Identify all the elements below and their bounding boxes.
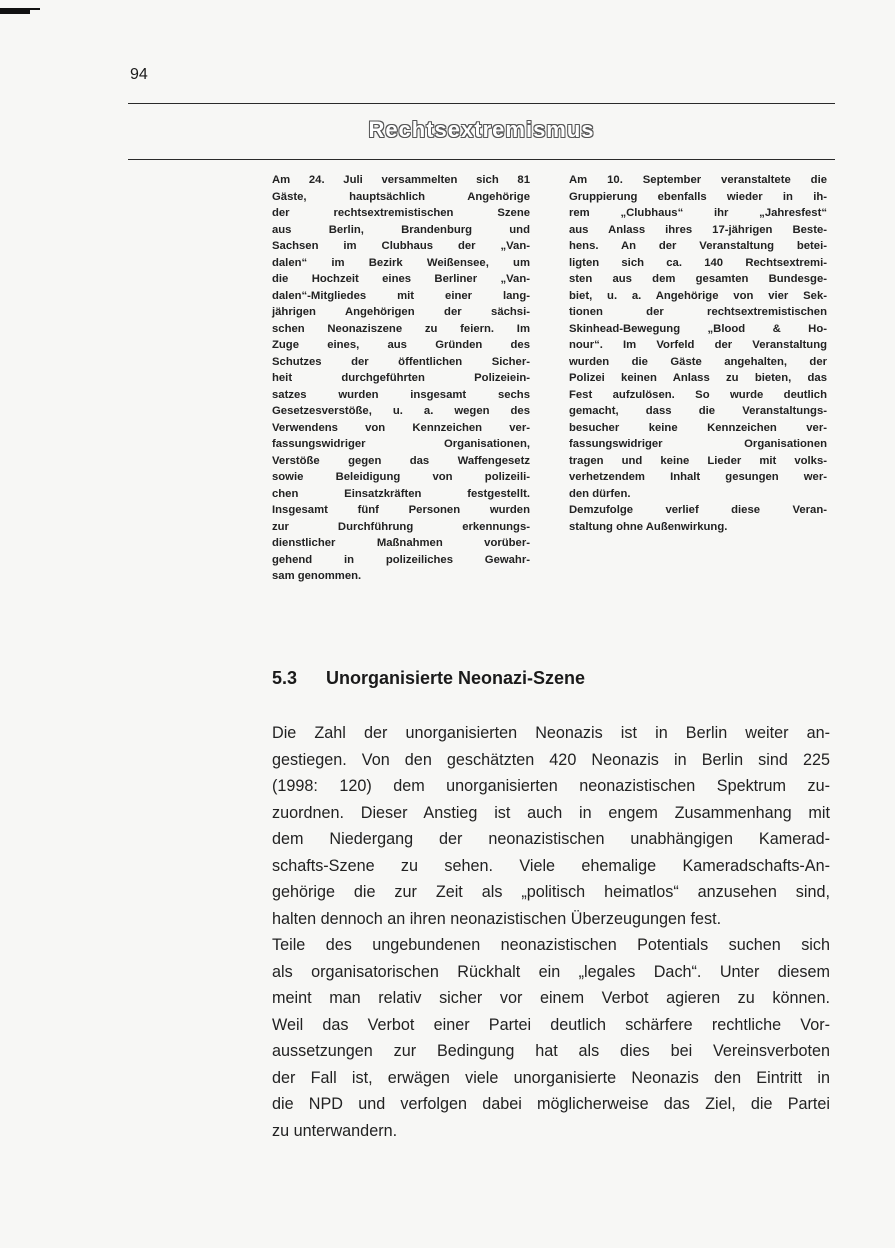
left-column-paragraph — [272, 172, 530, 585]
body-line: zuordnen. Dieser Anstieg ist auch in engem Zusammenhang mit — [272, 803, 830, 822]
text-line: Am 10. September veranstaltete die — [569, 174, 827, 186]
left-column — [272, 172, 530, 585]
body-line: schafts-Szene zu sehen. Viele ehemalige Kameradschafts-An- — [272, 856, 830, 875]
right-column — [569, 172, 827, 535]
body-line: Die Zahl der unorganisierten Neonazis ist in Berlin weiter an- — [272, 724, 830, 742]
text-line: verhetzendem Inhalt gesungen wer- — [569, 471, 827, 483]
text-line: Insgesamt fünf Personen wurden — [272, 504, 530, 516]
text-line: Gesetzesverstöße, u. a. wegen des — [272, 405, 530, 417]
text-line: Demzufolge verlief diese Veran- — [569, 504, 827, 516]
text-line: Am 24. Juli versammelten sich 81 — [272, 174, 530, 186]
text-line: Verwendens von Kennzeichen ver- — [272, 421, 530, 434]
text-line: dalen“ im Bezirk Weißensee, um — [272, 256, 530, 269]
text-line: tragen und keine Lieder mit volks- — [569, 454, 827, 467]
text-line: ligten sich ca. 140 Rechtsextremi- — [569, 256, 827, 269]
text-line: tionen der rechtsextremistischen — [569, 306, 827, 318]
body-text — [272, 720, 830, 1144]
body-paragraph-2 — [272, 932, 830, 1144]
text-line: gemacht, dass die Veranstaltungs- — [569, 405, 827, 417]
text-line: fassungswidriger Organisationen — [569, 438, 827, 450]
body-line: als organisatorischen Rückhalt ein „legales Dach“. Unter diesem — [272, 962, 830, 981]
scan-corner-mark — [0, 8, 40, 14]
text-line: dalen“-Mitgliedes mit einer lang- — [272, 289, 530, 302]
text-line: sam genommen. — [272, 570, 362, 582]
text-line: der rechtsextremistischen Szene — [272, 207, 530, 219]
text-line: aus Berlin, Brandenburg und — [272, 223, 530, 236]
text-line: Polizei keinen Anlass zu bieten, das — [569, 372, 827, 384]
body-line: gestiegen. Von den geschätzten 420 Neonazis in Berlin sind 225 — [272, 750, 830, 769]
text-line: fassungswidriger Organisationen, — [272, 438, 530, 450]
text-line: Skinhead-Bewegung „Blood & Ho- — [569, 322, 827, 335]
text-line: heit durchgeführten Polizeiein- — [272, 372, 530, 384]
text-line: zur Durchführung erkennungs- — [272, 520, 530, 533]
text-line: biet, u. a. Angehörige von vier Sek- — [569, 289, 827, 302]
section-heading — [272, 668, 585, 689]
body-line: halten dennoch an ihren neonazistischen Überzeugungen fest. — [272, 909, 722, 928]
text-line: Zuge eines, aus Gründen des — [272, 339, 530, 351]
text-line: besucher keine Kennzeichen ver- — [569, 421, 827, 434]
body-line: die NPD und verfolgen dabei möglicherweise das Ziel, die Partei — [272, 1095, 830, 1113]
text-line: Fest aufzulösen. So wurde deutlich — [569, 388, 827, 401]
text-line: Schutzes der öffentlichen Sicher- — [272, 355, 530, 368]
text-line: Gruppierung ebenfalls wieder in ih- — [569, 190, 827, 203]
body-line: zu unterwandern. — [272, 1121, 398, 1140]
body-line: meint man relativ sicher vor einem Verbot agieren zu können. — [272, 989, 830, 1007]
page-number: 94 — [130, 66, 148, 83]
text-line: hens. An der Veranstaltung betei- — [569, 240, 827, 252]
section-title: Unorganisierte Neonazi-Szene — [326, 668, 586, 688]
text-line: gehend in polizeiliches Gewahr- — [272, 553, 530, 566]
text-line: Sachsen im Clubhaus der „Van- — [272, 240, 530, 252]
body-line: aussetzungen zur Bedingung hat als dies bei Vereinsverboten — [272, 1042, 830, 1060]
text-line: sowie Beleidigung von polizeili- — [272, 471, 530, 483]
text-line: wurden die Gäste angehalten, der — [569, 355, 827, 368]
text-line: satzes wurden insgesamt sechs — [272, 388, 530, 401]
right-column-paragraph — [569, 172, 827, 535]
body-paragraph-1 — [272, 720, 830, 932]
text-line: nour“. Im Vorfeld der Veranstaltung — [569, 339, 827, 351]
text-line: rem „Clubhaus“ ihr „Jahresfest“ — [569, 207, 827, 219]
body-line: (1998: 120) dem unorganisierten neonazistischen Spektrum zu- — [272, 777, 830, 795]
text-line: Gäste, hauptsächlich Angehörige — [272, 190, 530, 203]
text-line: Verstöße gegen das Waffengesetz — [272, 454, 530, 467]
text-line: die Hochzeit eines Berliner „Van- — [272, 273, 530, 285]
body-line: dem Niedergang der neonazistischen unabhängigen Kamerad- — [272, 830, 830, 848]
body-line: der Fall ist, erwägen viele unorganisierte Neonazis den Eintritt in — [272, 1068, 830, 1087]
text-line: aus Anlass ihres 17-jährigen Beste- — [569, 223, 827, 236]
text-line: staltung ohne Außenwirkung. — [569, 520, 728, 533]
running-header: Rechtsextremismus — [368, 117, 595, 142]
text-line: den dürfen. — [569, 487, 631, 500]
header-rule-bottom — [128, 159, 835, 160]
text-line: dienstlicher Maßnahmen vorüber- — [272, 537, 530, 549]
body-line: Weil das Verbot einer Partei deutlich schärfere rechtliche Vor- — [272, 1015, 830, 1034]
section-number: 5.3 — [272, 668, 298, 688]
text-line: schen Neonaziszene zu feiern. Im — [272, 322, 530, 335]
body-line: Teile des ungebundenen neonazistischen Potentials suchen sich — [272, 936, 830, 954]
text-line: jährigen Angehörigen der sächsi- — [272, 306, 530, 318]
text-line: sten aus dem gesamten Bundesge- — [569, 273, 827, 285]
header-rule-top — [128, 103, 835, 104]
body-line: gehörige die zur Zeit als „politisch heimatlos“ anzusehen sind, — [272, 883, 830, 901]
text-line: chen Einsatzkräften festgestellt. — [272, 487, 530, 500]
